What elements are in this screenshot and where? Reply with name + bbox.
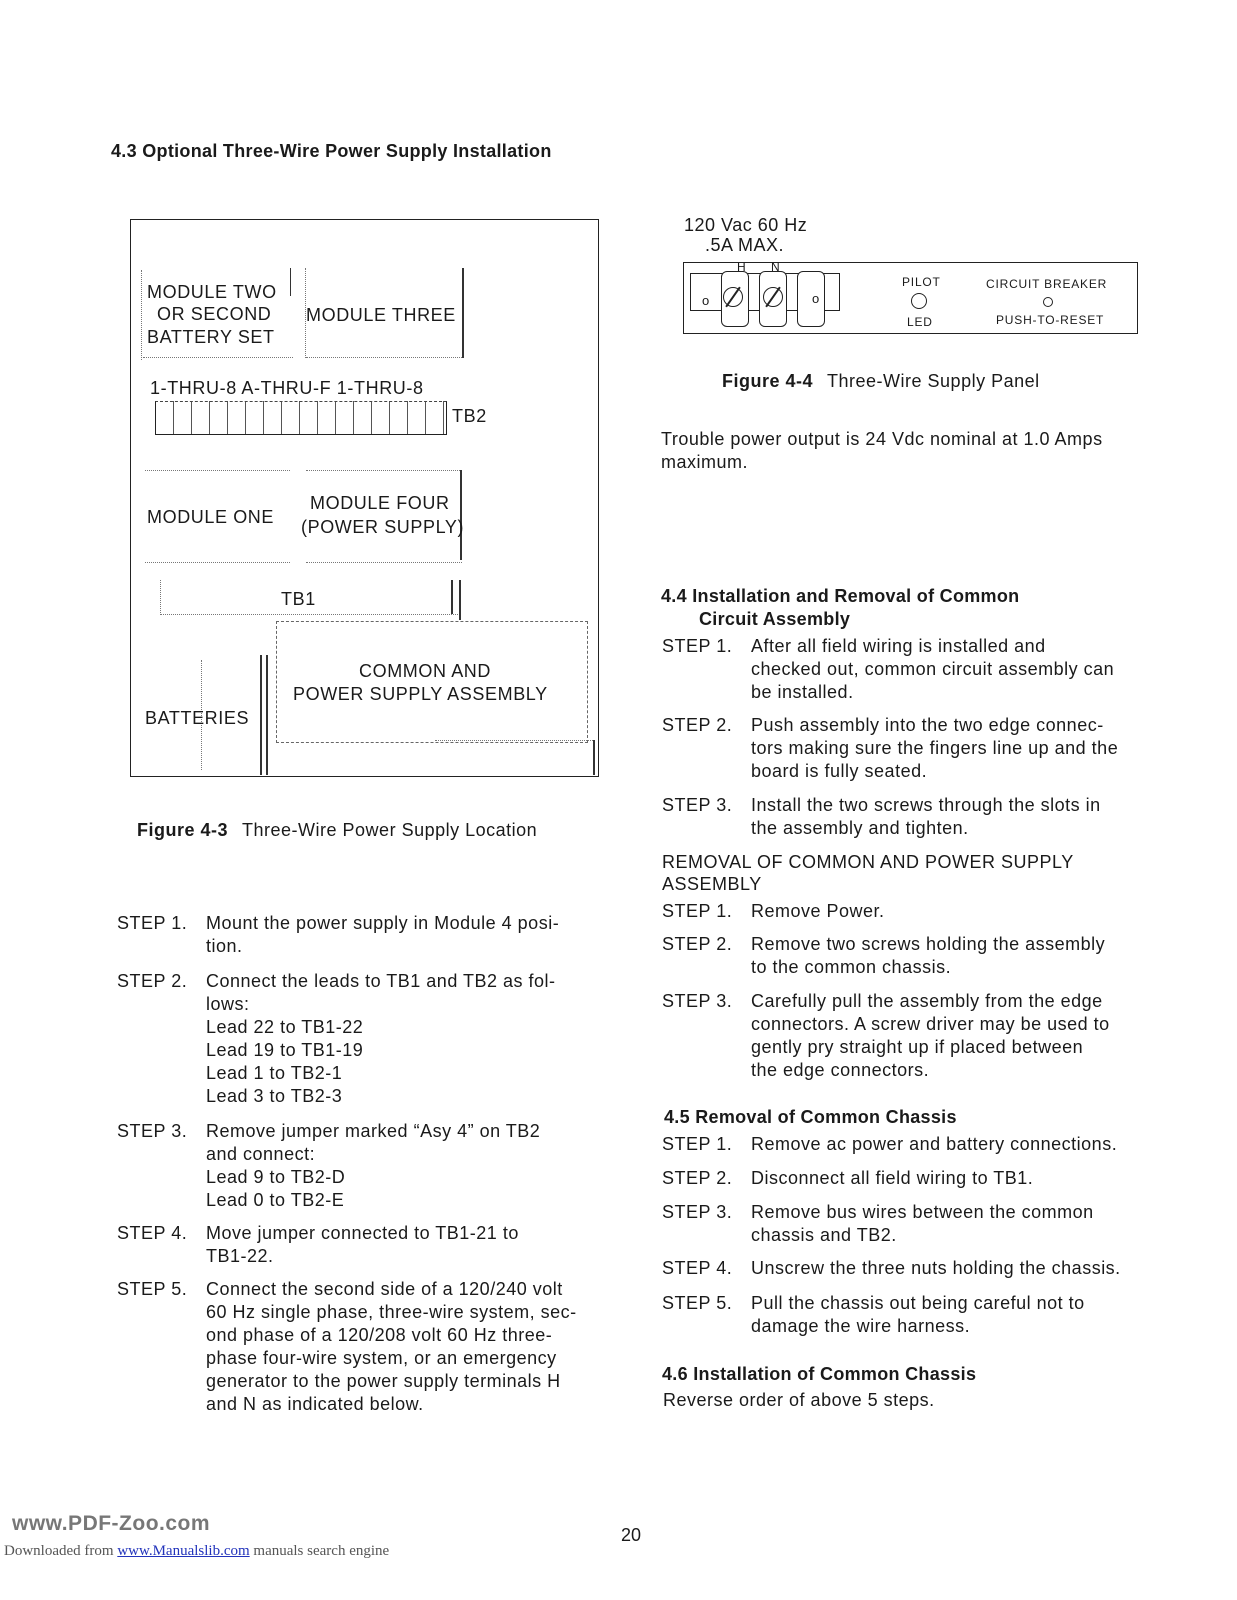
step-label: STEP 3. xyxy=(662,991,733,1011)
terminal-right xyxy=(797,271,825,327)
figure-4-3-number: Figure 4-3 xyxy=(137,820,229,840)
step-text-line: gently pry straight up if placed between xyxy=(751,1037,1084,1057)
module-three-label: MODULE THREE xyxy=(306,305,456,325)
step-text-line: Unscrew the three nuts holding the chassis. xyxy=(751,1258,1121,1278)
step-text-line: 60 Hz single phase, three-wire system, sec- xyxy=(206,1302,577,1322)
section-heading-4-4: 4.4 Installation and Removal of Common xyxy=(661,586,1020,606)
step-text-line: Remove bus wires between the common xyxy=(751,1202,1094,1222)
step-label: STEP 4. xyxy=(117,1223,188,1243)
step-text-line: Mount the power supply in Module 4 posi- xyxy=(206,913,560,933)
trouble-power-text: Trouble power output is 24 Vdc nominal at 1.0 Amps maximum. xyxy=(661,429,1103,472)
figure-4-4-caption xyxy=(722,371,1040,392)
footer-brand: www.PDF-Zoo.com xyxy=(12,1512,211,1535)
terminal-h-label: H xyxy=(737,260,747,274)
step-text-line: phase four-wire system, or an emergency xyxy=(206,1348,557,1368)
section-heading-4-5: 4.5 Removal of Common Chassis xyxy=(664,1107,957,1127)
step-text-line: be installed. xyxy=(751,682,854,702)
common-assembly-box xyxy=(276,621,588,743)
step-text-line: Lead 19 to TB1-19 xyxy=(206,1040,364,1060)
figure-4-4-number: Figure 4-4 xyxy=(722,371,814,391)
step-text-line: Connect the leads to TB1 and TB2 as fol- xyxy=(206,971,556,991)
pilot-label: PILOT xyxy=(902,275,941,289)
three-wire-supply-panel xyxy=(683,262,1138,334)
figure-4-3-caption xyxy=(137,820,537,841)
step-label: STEP 1. xyxy=(117,913,188,933)
page-number: 20 xyxy=(621,1525,642,1545)
step-text-line: Move jumper connected to TB1-21 to xyxy=(206,1223,519,1243)
step-text-line: and N as indicated below. xyxy=(206,1394,424,1414)
step-text-line: Remove two screws holding the assembly xyxy=(751,934,1106,954)
panel-rating-line2: .5A MAX. xyxy=(705,235,785,255)
step-label: STEP 1. xyxy=(662,636,733,656)
step-text-line: Remove Power. xyxy=(751,901,885,921)
pilot-led-icon xyxy=(911,293,927,309)
step-text-line: the assembly and tighten. xyxy=(751,818,969,838)
downloaded-suffix: manuals search engine xyxy=(249,1543,390,1559)
step-text-line: ond phase of a 120/208 volt 60 Hz three- xyxy=(206,1325,553,1345)
step-text-line: damage the wire harness. xyxy=(751,1316,971,1336)
manualslib-link[interactable]: www.Manualslib.com xyxy=(117,1543,250,1559)
step-label: STEP 1. xyxy=(662,1134,733,1154)
module-one-label: MODULE ONE xyxy=(147,507,275,527)
step-label: STEP 2. xyxy=(662,1168,733,1188)
panel-rating-line1: 120 Vac 60 Hz xyxy=(684,215,808,235)
step-label: STEP 2. xyxy=(117,971,188,991)
step-label: STEP 3. xyxy=(662,1202,733,1222)
step-label: STEP 3. xyxy=(117,1121,188,1141)
step-text-line: Lead 9 to TB2-D xyxy=(206,1167,346,1187)
tb2-ranges-label: 1-THRU-8 A-THRU-F 1-THRU-8 xyxy=(150,378,424,398)
figure-4-4-title: Three-Wire Supply Panel xyxy=(827,371,1040,391)
step-text-line: chassis and TB2. xyxy=(751,1225,897,1245)
module-two-label-3: BATTERY SET xyxy=(147,327,275,347)
step-text-line: tion. xyxy=(206,936,243,956)
terminal-n-label: N xyxy=(771,260,781,274)
step-label: STEP 5. xyxy=(117,1279,188,1299)
step-text-line: Lead 1 to TB2-1 xyxy=(206,1063,343,1083)
removal-heading-line2: ASSEMBLY xyxy=(662,874,762,894)
tb2-label: TB2 xyxy=(452,406,487,426)
tb2-terminal-strip xyxy=(155,401,447,435)
section-heading-4-4-line2: Circuit Assembly xyxy=(699,609,851,629)
step-text-line: Push assembly into the two edge connec- xyxy=(751,715,1104,735)
circuit-breaker-button-icon xyxy=(1043,297,1053,307)
step-text-line: After all field wiring is installed and xyxy=(751,636,1046,656)
step-text-line: checked out, common circuit assembly can xyxy=(751,659,1115,679)
module-four-label: MODULE FOUR xyxy=(310,493,450,513)
tb1-label: TB1 xyxy=(281,589,316,609)
step-text-line: generator to the power supply terminals H xyxy=(206,1371,561,1391)
step-text-line: Pull the chassis out being careful not to xyxy=(751,1293,1085,1313)
step-label: STEP 3. xyxy=(662,795,733,815)
step-text-line: to the common chassis. xyxy=(751,957,952,977)
module-four-label-2: (POWER SUPPLY) xyxy=(301,517,465,537)
common-assembly-label: COMMON AND xyxy=(359,661,491,681)
section-4-6-text: Reverse order of above 5 steps. xyxy=(663,1390,935,1410)
removal-heading: REMOVAL OF COMMON AND POWER SUPPLY xyxy=(662,852,1074,872)
step-label: STEP 2. xyxy=(662,715,733,735)
step-text-line: Lead 3 to TB2-3 xyxy=(206,1086,343,1106)
step-text-line: Install the two screws through the slots in xyxy=(751,795,1101,815)
step-text-line: Lead 22 to TB1-22 xyxy=(206,1017,364,1037)
circuit-breaker-label: CIRCUIT BREAKER xyxy=(986,277,1108,291)
step-text-line: lows: xyxy=(206,994,250,1014)
led-label: LED xyxy=(907,315,933,329)
step-label: STEP 5. xyxy=(662,1293,733,1313)
batteries-label: BATTERIES xyxy=(145,708,250,728)
step-text-line: Connect the second side of a 120/240 volt xyxy=(206,1279,563,1299)
step-text-line: the edge connectors. xyxy=(751,1060,930,1080)
figure-4-3-title: Three-Wire Power Supply Location xyxy=(242,820,538,840)
step-text-line: Remove jumper marked “Asy 4” on TB2 xyxy=(206,1121,541,1141)
step-text-line: Remove ac power and battery connections. xyxy=(751,1134,1118,1154)
step-text-line: Disconnect all field wiring to TB1. xyxy=(751,1168,1034,1188)
terminal-h-screw-icon xyxy=(723,287,743,307)
step-text-line: tors making sure the fingers line up and the xyxy=(751,738,1119,758)
terminal-o-right: o xyxy=(812,291,821,306)
terminal-o-left: o xyxy=(702,293,711,308)
step-label: STEP 1. xyxy=(662,901,733,921)
common-assembly-label-2: POWER SUPPLY ASSEMBLY xyxy=(293,684,548,704)
module-two-label-2: OR SECOND xyxy=(157,304,272,324)
step-text-line: TB1-22. xyxy=(206,1246,274,1266)
step-label: STEP 4. xyxy=(662,1258,733,1278)
downloaded-prefix: Downloaded from xyxy=(4,1543,118,1559)
step-text-line: Carefully pull the assembly from the edge xyxy=(751,991,1103,1011)
step-text-line: connectors. A screw driver may be used to xyxy=(751,1014,1110,1034)
footer-downloaded xyxy=(4,1543,389,1560)
push-to-reset-label: PUSH-TO-RESET xyxy=(996,313,1105,327)
step-text-line: board is fully seated. xyxy=(751,761,928,781)
module-two-label: MODULE TWO xyxy=(147,282,277,302)
terminal-n-screw-icon xyxy=(763,287,783,307)
section-heading-4-3: 4.3 Optional Three-Wire Power Supply Installation xyxy=(111,141,552,161)
section-heading-4-6: 4.6 Installation of Common Chassis xyxy=(662,1364,977,1384)
step-text-line: and connect: xyxy=(206,1144,316,1164)
step-text-line: Lead 0 to TB2-E xyxy=(206,1190,345,1210)
step-label: STEP 2. xyxy=(662,934,733,954)
